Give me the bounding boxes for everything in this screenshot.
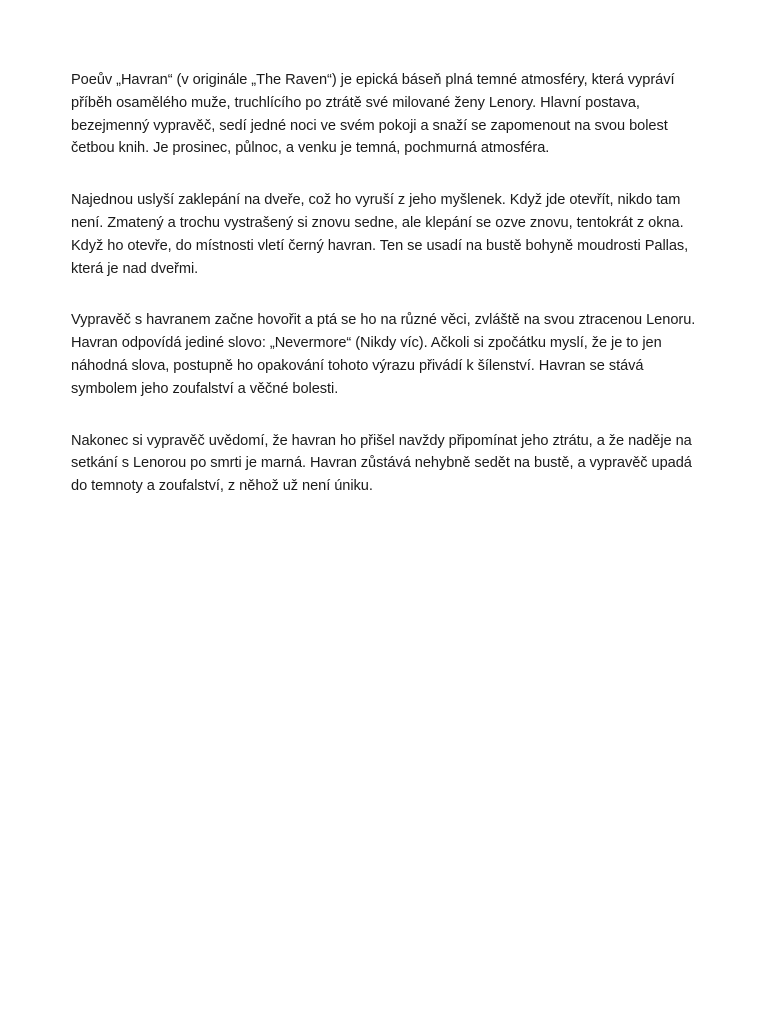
paragraph-2: Najednou uslyší zaklepání na dveře, což ho vyruší z jeho myšlenek. Když jde otevřít, nikdo tam není. Zmatený a trochu vystrašený si znovu sedne, ale klepání se ozve znovu, tentokrát z okna. Když ho otevře, do místnosti vletí černý havran. Ten se usadí na bustě bohyně moudrosti Pallas, která je nad dveřmi. xyxy=(71,192,689,277)
paragraph-3: Vypravěč s havranem začne hovořit a ptá se ho na různé věci, zvláště na svou ztracenou Lenoru. Havran odpovídá jediné slovo: „Nevermore“ (Nikdy víc). Ačkoli si zpočátku myslí, že je to jen náhodná slova, postupně ho opakování tohoto výrazu přivádí k šílenství. Havran se stává symbolem jeho zoufalství a věčné bolesti. xyxy=(71,312,696,397)
paragraph-4: Nakonec si vypravěč uvědomí, že havran ho přišel navždy připomínat jeho ztrátu, a že naděje na setkání s Lenorou po smrti je marná. Havran zůstává nehybně sedět na bustě, a vypravěč upadá do temnoty a zoufalství, z něhož už není úniku. xyxy=(71,432,692,495)
paragraph-1: Poeův „Havran“ (v originále „The Raven“) je epická báseň plná temné atmosféry, která vypráví příběh osamělého muže, truchlícího po ztrátě své milované ženy Lenory. Hlavní postava, bezejmenný vypravěč, sedí jedné noci ve svém pokoji a snaží se zapomenout na svou bolest četbou knih. Je prosinec, půlnoc, a venku je temná, pochmurná atmosféra. xyxy=(71,72,675,157)
